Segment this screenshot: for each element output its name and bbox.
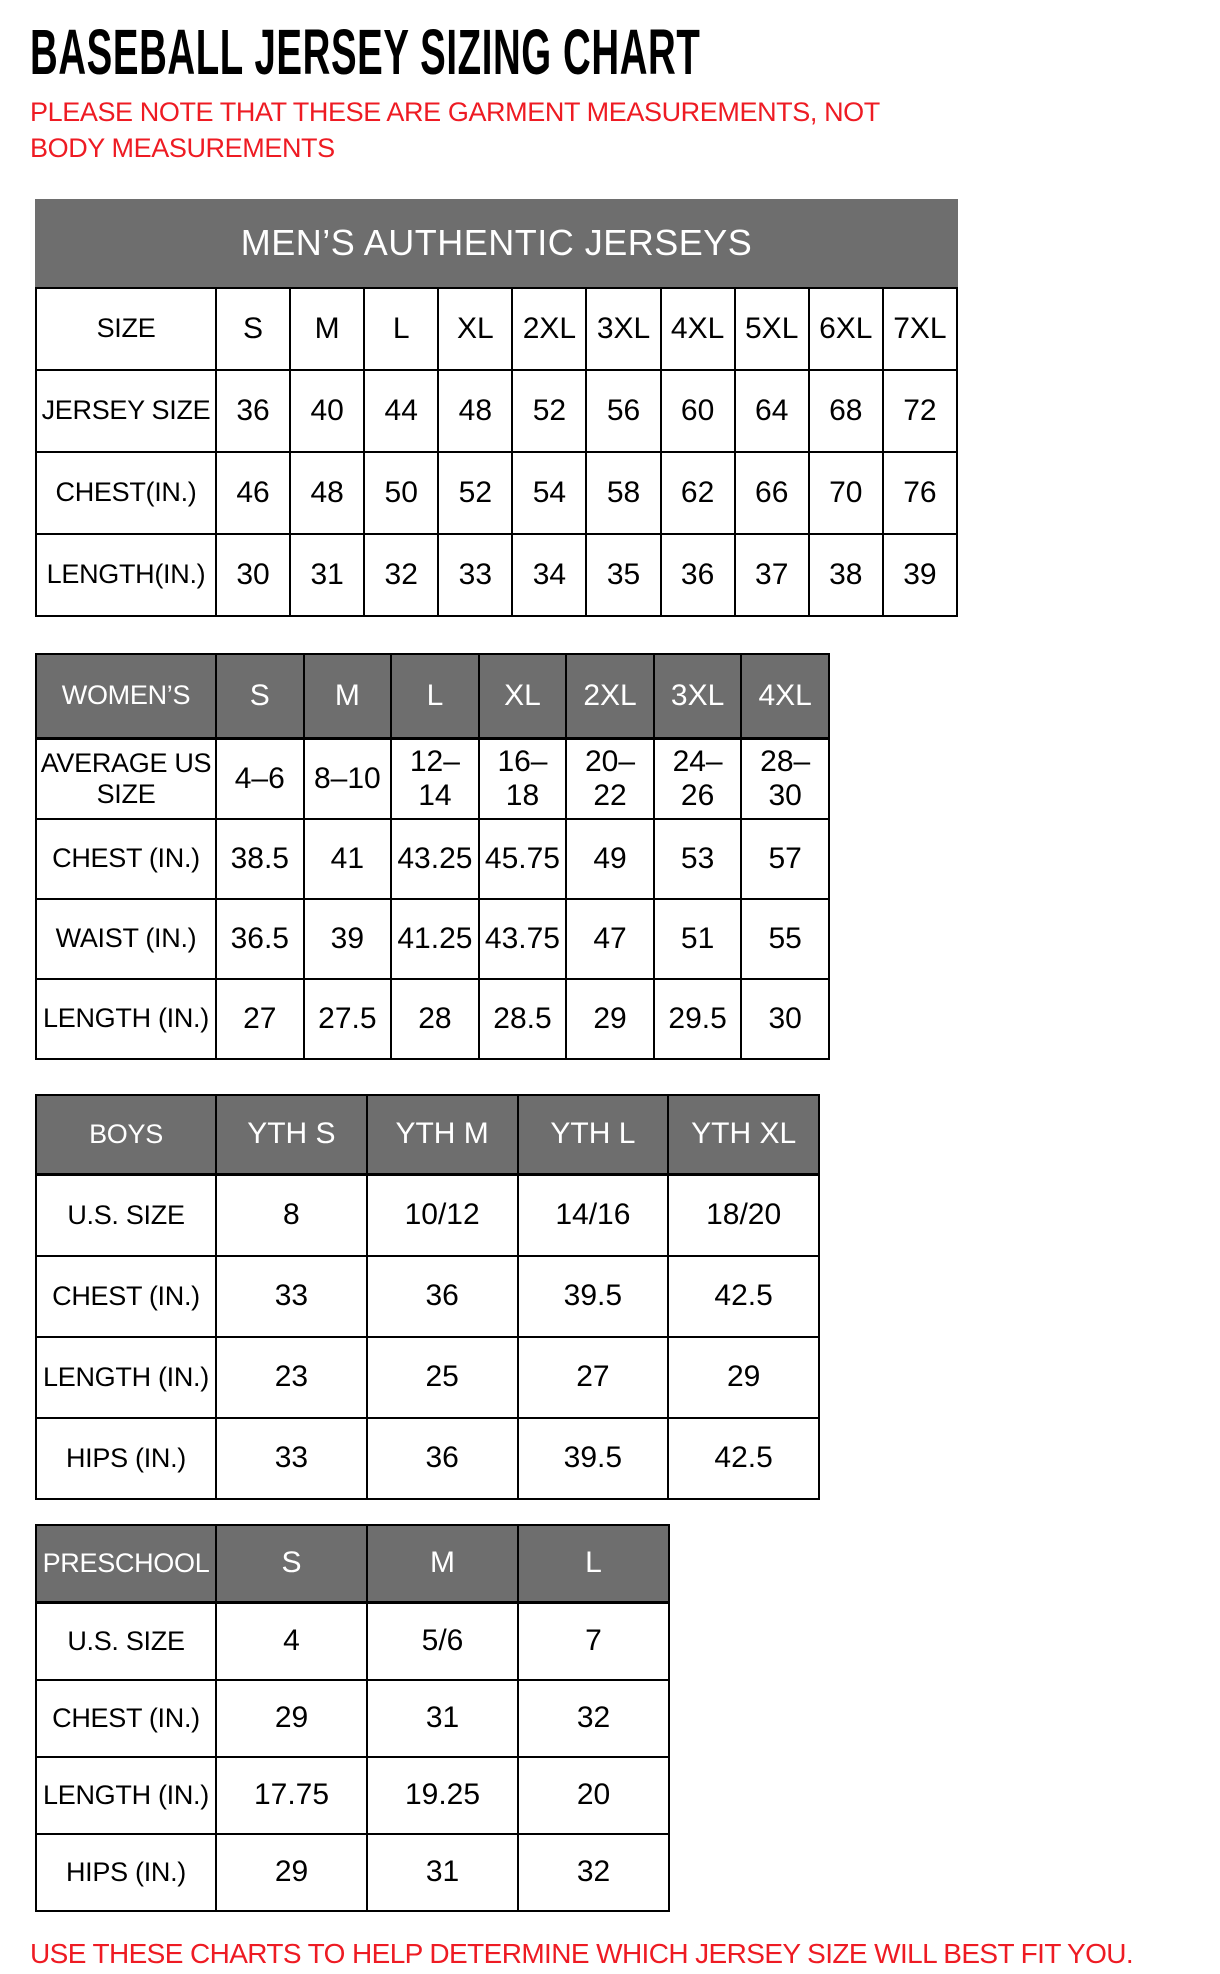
preschool-data-cell: 29 — [216, 1834, 367, 1911]
boys-data-cell: 36 — [367, 1418, 518, 1499]
preschool-header-label: PRESCHOOL — [36, 1525, 216, 1603]
preschool-data-cell: 31 — [367, 1834, 518, 1911]
preschool-data-cell: 32 — [518, 1834, 669, 1911]
mens-data-cell: S — [216, 288, 290, 370]
preschool-data-cell: 7 — [518, 1603, 669, 1680]
boys-size-header-cell: YTH L — [518, 1095, 669, 1175]
womens-row-label: AVERAGE US SIZE — [36, 739, 216, 819]
womens-data-cell: 47 — [566, 899, 654, 979]
mens-data-cell: 40 — [290, 370, 364, 452]
mens-data-cell: M — [290, 288, 364, 370]
boys-size-header-cell: YTH XL — [668, 1095, 819, 1175]
preschool-data-cell: 5/6 — [367, 1603, 518, 1680]
page-title-text: BASEBALL JERSEY SIZING CHART — [30, 16, 701, 88]
boys-data-cell: 8 — [216, 1175, 367, 1256]
womens-row-label: LENGTH (IN.) — [36, 979, 216, 1059]
mens-table-row — [36, 534, 957, 616]
preschool-data-cell: 31 — [367, 1680, 518, 1757]
womens-header-label: WOMEN’S — [36, 654, 216, 739]
womens-table-row — [36, 739, 829, 819]
womens-data-cell: 45.75 — [479, 819, 567, 899]
mens-row-label: JERSEY SIZE — [36, 370, 216, 452]
boys-table-row — [36, 1175, 819, 1256]
mens-data-cell: L — [364, 288, 438, 370]
boys-data-cell: 39.5 — [518, 1418, 669, 1499]
preschool-sizing-table-section — [35, 1524, 1190, 1912]
womens-table-row — [36, 819, 829, 899]
boys-table-row — [36, 1256, 819, 1337]
mens-data-cell: 62 — [661, 452, 735, 534]
womens-table-row — [36, 979, 829, 1059]
womens-data-cell: 57 — [741, 819, 829, 899]
boys-data-cell: 29 — [668, 1337, 819, 1418]
boys-sizing-table-section — [35, 1094, 1190, 1500]
mens-data-cell: 35 — [586, 534, 660, 616]
mens-data-cell: 7XL — [883, 288, 957, 370]
womens-data-cell: 20–22 — [566, 739, 654, 819]
boys-data-cell: 39.5 — [518, 1256, 669, 1337]
womens-data-cell: 30 — [741, 979, 829, 1059]
mens-data-cell: 39 — [883, 534, 957, 616]
mens-data-cell: 70 — [809, 452, 883, 534]
preschool-sizing-table — [35, 1524, 670, 1912]
womens-data-cell: 39 — [304, 899, 392, 979]
mens-data-cell: 52 — [438, 452, 512, 534]
mens-data-cell: 48 — [290, 452, 364, 534]
boys-data-cell: 27 — [518, 1337, 669, 1418]
womens-size-header-cell: S — [216, 654, 304, 739]
mens-data-cell: 34 — [512, 534, 586, 616]
boys-row-label: CHEST (IN.) — [36, 1256, 216, 1337]
womens-data-cell: 41.25 — [391, 899, 479, 979]
womens-data-cell: 28 — [391, 979, 479, 1059]
preschool-table-row — [36, 1680, 669, 1757]
boys-sizing-table — [35, 1094, 820, 1500]
womens-data-cell: 53 — [654, 819, 742, 899]
womens-data-cell: 8–10 — [304, 739, 392, 819]
womens-data-cell: 16–18 — [479, 739, 567, 819]
preschool-table-row — [36, 1757, 669, 1834]
boys-data-cell: 25 — [367, 1337, 518, 1418]
mens-data-cell: 72 — [883, 370, 957, 452]
womens-data-cell: 41 — [304, 819, 392, 899]
mens-data-cell: 4XL — [661, 288, 735, 370]
womens-size-header-cell: 2XL — [566, 654, 654, 739]
boys-data-cell: 23 — [216, 1337, 367, 1418]
womens-data-cell: 43.25 — [391, 819, 479, 899]
boys-row-label: LENGTH (IN.) — [36, 1337, 216, 1418]
preschool-size-header-cell: L — [518, 1525, 669, 1603]
mens-data-cell: 76 — [883, 452, 957, 534]
preschool-row-label: CHEST (IN.) — [36, 1680, 216, 1757]
mens-data-cell: 48 — [438, 370, 512, 452]
womens-data-cell: 43.75 — [479, 899, 567, 979]
boys-data-cell: 33 — [216, 1418, 367, 1499]
boys-table-row — [36, 1337, 819, 1418]
preschool-data-cell: 4 — [216, 1603, 367, 1680]
womens-sizing-table-section — [35, 653, 1190, 1060]
mens-data-cell: 54 — [512, 452, 586, 534]
mens-row-label: LENGTH(IN.) — [36, 534, 216, 616]
preschool-table-row — [36, 1603, 669, 1680]
preschool-data-cell: 29 — [216, 1680, 367, 1757]
mens-data-cell: 52 — [512, 370, 586, 452]
womens-row-label: WAIST (IN.) — [36, 899, 216, 979]
mens-data-cell: 58 — [586, 452, 660, 534]
womens-sizing-table — [35, 653, 830, 1060]
mens-sizing-table — [35, 287, 958, 617]
preschool-data-cell: 20 — [518, 1757, 669, 1834]
mens-data-cell: 33 — [438, 534, 512, 616]
womens-data-cell: 36.5 — [216, 899, 304, 979]
mens-data-cell: XL — [438, 288, 512, 370]
womens-data-cell: 29.5 — [654, 979, 742, 1059]
womens-data-cell: 27 — [216, 979, 304, 1059]
preschool-data-cell: 32 — [518, 1680, 669, 1757]
tables-container — [35, 199, 1190, 1912]
boys-header-label: BOYS — [36, 1095, 216, 1175]
preschool-table-row — [36, 1834, 669, 1911]
boys-size-header-cell: YTH M — [367, 1095, 518, 1175]
mens-data-cell: 44 — [364, 370, 438, 452]
mens-data-cell: 30 — [216, 534, 290, 616]
boys-data-cell: 33 — [216, 1256, 367, 1337]
mens-data-cell: 66 — [735, 452, 809, 534]
mens-data-cell: 36 — [216, 370, 290, 452]
boys-table-row — [36, 1418, 819, 1499]
mens-data-cell: 56 — [586, 370, 660, 452]
womens-data-cell: 27.5 — [304, 979, 392, 1059]
preschool-row-label: LENGTH (IN.) — [36, 1757, 216, 1834]
mens-data-cell: 3XL — [586, 288, 660, 370]
mens-data-cell: 50 — [364, 452, 438, 534]
footer-note: USE THESE CHARTS TO HELP DETERMINE WHICH JERSEY SIZE WILL BEST FIT YOU. — [30, 1937, 1134, 1969]
womens-data-cell: 49 — [566, 819, 654, 899]
mens-data-cell: 5XL — [735, 288, 809, 370]
mens-data-cell: 37 — [735, 534, 809, 616]
preschool-row-label: U.S. SIZE — [36, 1603, 216, 1680]
mens-data-cell: 64 — [735, 370, 809, 452]
mens-data-cell: 2XL — [512, 288, 586, 370]
mens-data-cell: 31 — [290, 534, 364, 616]
preschool-row-label: HIPS (IN.) — [36, 1834, 216, 1911]
womens-size-header-cell: 4XL — [741, 654, 829, 739]
mens-table-row — [36, 452, 957, 534]
mens-data-cell: 38 — [809, 534, 883, 616]
womens-size-header-cell: 3XL — [654, 654, 742, 739]
mens-table-row — [36, 370, 957, 452]
mens-row-label: CHEST(IN.) — [36, 452, 216, 534]
mens-data-cell: 60 — [661, 370, 735, 452]
womens-header-row — [36, 654, 829, 739]
preschool-data-cell: 19.25 — [367, 1757, 518, 1834]
preschool-data-cell: 17.75 — [216, 1757, 367, 1834]
boys-data-cell: 42.5 — [668, 1256, 819, 1337]
boys-data-cell: 14/16 — [518, 1175, 669, 1256]
mens-table-banner: MEN’S AUTHENTIC JERSEYS — [35, 199, 958, 287]
boys-data-cell: 18/20 — [668, 1175, 819, 1256]
womens-table-row — [36, 899, 829, 979]
mens-data-cell: 6XL — [809, 288, 883, 370]
boys-row-label: HIPS (IN.) — [36, 1418, 216, 1499]
womens-data-cell: 12–14 — [391, 739, 479, 819]
womens-data-cell: 24–26 — [654, 739, 742, 819]
womens-size-header-cell: XL — [479, 654, 567, 739]
womens-data-cell: 28.5 — [479, 979, 567, 1059]
womens-data-cell: 51 — [654, 899, 742, 979]
preschool-header-row — [36, 1525, 669, 1603]
boys-data-cell: 10/12 — [367, 1175, 518, 1256]
preschool-size-header-cell: M — [367, 1525, 518, 1603]
mens-data-cell: 32 — [364, 534, 438, 616]
womens-data-cell: 4–6 — [216, 739, 304, 819]
boys-data-cell: 42.5 — [668, 1418, 819, 1499]
garment-measurements-note: PLEASE NOTE THAT THESE ARE GARMENT MEASUREMENTS, NOT BODY MEASUREMENTS — [30, 97, 880, 163]
boys-data-cell: 36 — [367, 1256, 518, 1337]
womens-data-cell: 38.5 — [216, 819, 304, 899]
womens-data-cell: 29 — [566, 979, 654, 1059]
womens-data-cell: 28–30 — [741, 739, 829, 819]
mens-data-cell: 68 — [809, 370, 883, 452]
page-title — [30, 16, 1190, 88]
mens-data-cell: 46 — [216, 452, 290, 534]
preschool-size-header-cell: S — [216, 1525, 367, 1603]
boys-size-header-cell: YTH S — [216, 1095, 367, 1175]
boys-row-label: U.S. SIZE — [36, 1175, 216, 1256]
womens-row-label: CHEST (IN.) — [36, 819, 216, 899]
mens-row-label: SIZE — [36, 288, 216, 370]
mens-data-cell: 36 — [661, 534, 735, 616]
boys-header-row — [36, 1095, 819, 1175]
womens-size-header-cell: L — [391, 654, 479, 739]
womens-data-cell: 55 — [741, 899, 829, 979]
mens-table-row — [36, 288, 957, 370]
womens-size-header-cell: M — [304, 654, 392, 739]
mens-sizing-table-section — [35, 199, 1190, 617]
